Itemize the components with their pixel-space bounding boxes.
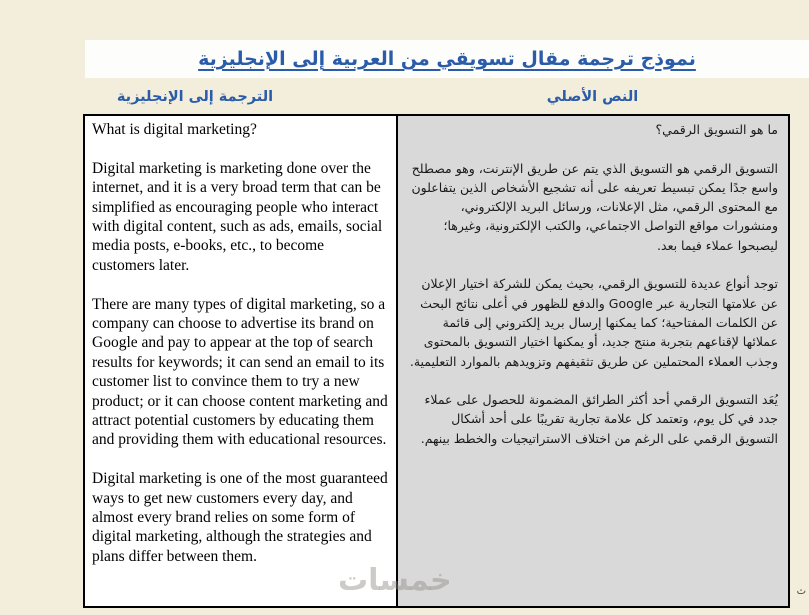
arabic-paragraph: توجد أنواع عديدة للتسويق الرقمي، بحيث يمكن للشركة اختيار الإعلان عن علامتها التجارية عبر Google والدفع للظهور في أعلى نتائج البحث عن الكلمات المفتاحية؛ كما يمكنها إرسال بريد إلكتروني إلى قائمة عملائها لإقناعهم بتجربة منتج جديد، أو يمكنها اختيار التسويق بالمحتوى وجذب العملاء المحتملين عن طريق تثقيفهم وتزويدهم بالموارد التعليمية. xyxy=(409,276,778,369)
document-title: نموذج ترجمة مقال تسويقي من العربية إلى الإنجليزية xyxy=(198,48,696,70)
arabic-column-header: النص الأصلي xyxy=(546,89,639,105)
arabic-paragraph: يُعَد التسويق الرقمي أحد أكثر الطرائق المضمونة للحصول على عملاء جدد في كل يوم، وتعتمد كل علامة تجارية تقريبًا على أحد أشكال التسويق الرقمي على الرغم من اختلاف الاستراتيجيات والخطط بينهم. xyxy=(420,392,778,446)
translation-table xyxy=(83,114,790,608)
corner-mark: ث xyxy=(796,586,806,597)
arabic-paragraph: ما هو التسويق الرقمي؟ xyxy=(655,122,778,137)
english-paragraph: There are many types of digital marketing, so a company can choose to advertise its brand on Google and pay to appear at the top of search results for keywords; it can send an email to its customer list to convince them to try a new product; or it can choose content marketing and attract potential customers by educating them and providing them with educational resources. xyxy=(92,295,388,449)
english-paragraph: Digital marketing is one of the most guaranteed ways to get new customers every day, and almost every brand relies on some form of digital marketing, although the strategies and plans differ between them. xyxy=(92,470,388,565)
english-text-cell xyxy=(85,116,396,606)
english-paragraph: What is digital marketing? xyxy=(92,121,257,138)
english-column-header: الترجمة إلى الإنجليزية xyxy=(116,89,274,105)
khamsat-watermark: خمسات xyxy=(338,563,452,598)
english-paragraph: Digital marketing is marketing done over the internet, and it is a very broad term that can be simplified as encouraging people who interact with digital content, such as ads, emails, social media posts, e-books, etc., to become customers later. xyxy=(92,159,383,274)
title-banner xyxy=(85,40,809,78)
arabic-paragraph: التسويق الرقمي هو التسويق الذي يتم عن طريق الإنترنت، وهو مصطلح واسع جدًا يمكن تبسيط تعريفه على أنه تشجيع الأشخاص الذين يتفاعلون مع المحتوى الرقمي، مثل الإعلانات، ورسائل البريد الإلكتروني، ومنشورات مواقع التواصل الاجتماعي، والكتب الإلكترونية، وغيرها؛ ليصبحوا عملاء فيما بعد. xyxy=(411,160,778,253)
arabic-text-cell xyxy=(396,116,788,606)
